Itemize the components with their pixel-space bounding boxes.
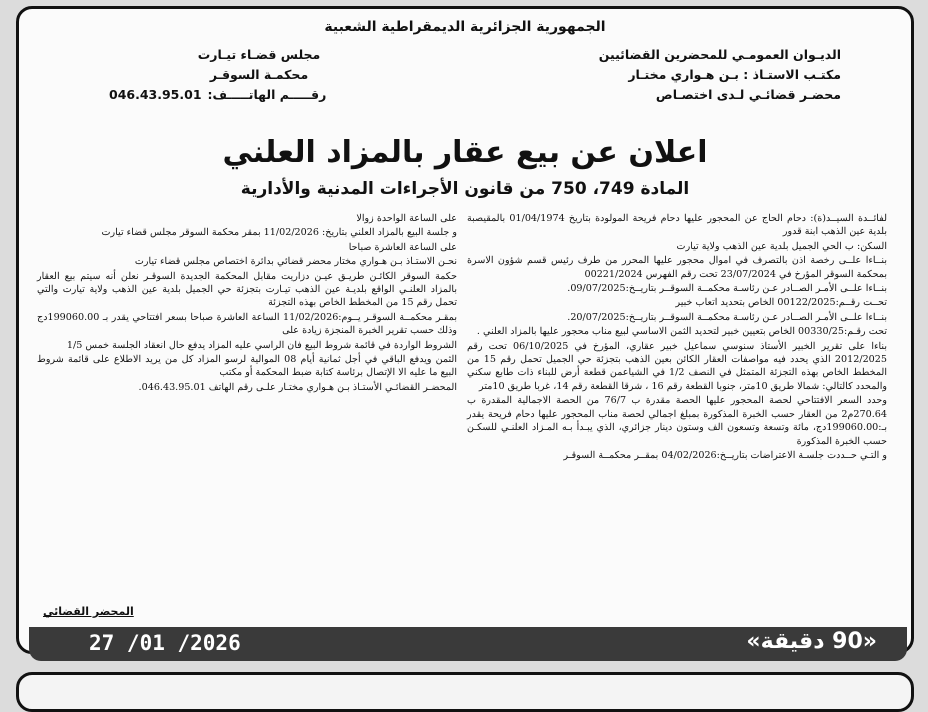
court-line: محكمـة السوقـر (209, 67, 309, 82)
republic-heading: الجمهورية الجزائرية الديمقراطية الشعبية (324, 19, 606, 35)
notice-subtitle: المادة 749، 750 من قانون الأجراءات المدنية والأدارية (240, 179, 690, 199)
phone-line (109, 85, 409, 105)
office-line: مكتـب الاستـاذ : بـن هـواري مختـار (628, 67, 841, 82)
footer-bar (29, 627, 907, 661)
paragraph: بناءا على تقرير الخبير الأستاذ سنوسي سماعيل خبير عقاري، المؤرخ في 06/10/2025 تحت رقم 2012/2025 الذي يحدد فيه مواصفات العقار الكائن بعين الذهب بتجزئة حي الجميل تحمل رقم 15 من المخطط الخاص بهذه التجزئة المتمثل في النصف 1/2 في الشياعمن قطعة أرض للبناء ذات طابع سكني والمحدد كالتالي: شمالا طريق 10متر، جنوبا القطعة رقم 16 ، شرقا القطعة رقم 14، غربا طريق 10متر (467, 340, 887, 392)
paragraph: نحـن الاستـاذ بـن هـواري مختار محضر قضائي بدائرة اختصاص مجلس قضاء تيارت (134, 256, 457, 268)
phone-label: رقـــــم الهاتـــــف: (207, 87, 327, 102)
paragraph: بمقـر محكمــة السوقـر يــوم:11/02/2026 الساعة العاشرة صباحا بسعر افتتاحي يقدر بـ 199060.00دج وذلك حسب تقرير الخبرة المنجزة زيادة على (37, 311, 457, 337)
left-column (37, 212, 457, 395)
paragraph: بنــاءا علــى الأمـر الصــادر عـن رئاسـة محكمــة السوقــر بتاريــخ:20/07/2025. (567, 311, 887, 323)
paragraph: و جلسة البيع بالمزاد العلني بتاريخ: 11/02/2026 بمقر محكمة السوقر مجلس قضاء تيارت (101, 227, 457, 239)
paragraph: و التـي حــددت جلسـة الاعتراضات بتاريــخ:04/02/2026 بمقــر محكمــة السوقـر (563, 449, 887, 461)
paragraph: الشروط الواردة في قائمة شروط البيع فان الراسي عليه المزاد يدفع حال انعقاد الجلسة خمس 1/5 (66, 339, 457, 351)
paragraph: على الساعة العاشرة صباحا (348, 241, 457, 253)
office-line: محضـر قضائـي لـدى اختصـاص (655, 87, 841, 102)
phone-value: 046.43.95.01 (109, 87, 202, 102)
signature-label: المحضر القضائي (43, 605, 134, 618)
paragraph: تحــت رقــم:00122/2025 الخاص بتحديد اتعاب خبير (675, 297, 887, 309)
right-column (467, 212, 887, 463)
publication-date: 27 /01 /2026 (89, 631, 241, 655)
notice-title: اعلان عن بيع عقار بالمزاد العلني (222, 135, 708, 170)
paragraph: بنــاءا علــى الأمـر الصــادر عـن رئاسـة محكمــة السوقــر بتاريــخ:09/07/2025. (567, 283, 887, 295)
court-line: مجلس قضـاء تيـارت (197, 47, 321, 62)
bailiff-office-block (599, 45, 841, 105)
auction-notice (16, 6, 914, 654)
court-block (109, 45, 409, 105)
office-line: الديـوان العمومـي للمحضرين القضائيين (598, 47, 841, 62)
next-notice-frame (16, 672, 914, 712)
paragraph: الثمن ويدفع الباقي في أجل ثمانية أيام 08 الموالية لرسو المزاد كل من يريد الاطلاع على قائمة شروط البيع ما عليه الا الإتصال برئاسة كتابة ضبط المحكمة أو مكتب (37, 354, 457, 379)
paragraph: وحدد السعر الافتتاحي لحصة المحجور عليها الحصة مقدرة ب 76/7 من الحصة الاجمالية المقدرة ب 270.64م2 من العقار حسب الخبرة المذكورة بمبلغ اجمالي لحصة مناب المحجور عليها دحام فريحة يقدر بـ:199060.00دج، مائة وتسعة وتسعون الف وستون دينار جزائري، الذي يبـدأ بـه المـزاد العلنـي للسكـن حسب الخبرة المذكورة (467, 395, 887, 447)
paragraph: المحضـر القضائـي الأستـاذ بـن هـواري مختـار علـى رقم الهاتف 046.43.95.01. (138, 381, 457, 393)
paragraph: السكن: ب الحي الجميل بلدية عين الذهب ولاية تيارت (676, 240, 887, 252)
newspaper-brand: «90 دقيقة» (746, 629, 877, 654)
paragraph: بنــاءا علــى رخصة اذن بالتصرف في اموال محجور عليها المحرر من طرف رئيس قسم شؤون الاسرة بمحكمة السوقر المؤرخ في 23/07/2024 تحت رقم الفهرس 00221/2024 (467, 255, 887, 280)
paragraph: تحت رقـم:00330/25 الخاص بتعيين خبير لتحديد الثمن الاساسي لبيع مناب محجور عليها بالمزاد العلني . (476, 326, 887, 338)
paragraph: حكمة السوقر الكائـن طريـق عيـن دزاريت مقابل المحكمة الجديدة السوقـر نعلن أنه سيتم بيع العقار بالمزاد العلنـي الواقع بلديـة عين الذهب تيـارت بتجزئة حي الجميل بلدية عين الذهب ولاية تيارت والتي تحمل رقم 15 من المخطط الخاص بهذه التجزئة (37, 270, 457, 309)
paragraph: على الساعة الواحدة زوالا (356, 213, 457, 224)
paragraph: لفائــدة السيــد(ة): دحام الحاج عن المحجور عليها دحام فريحة المولودة بتاريخ 01/04/1974 بالمقيصبة بلدية عين الذهب ابنة قدور (467, 213, 887, 238)
